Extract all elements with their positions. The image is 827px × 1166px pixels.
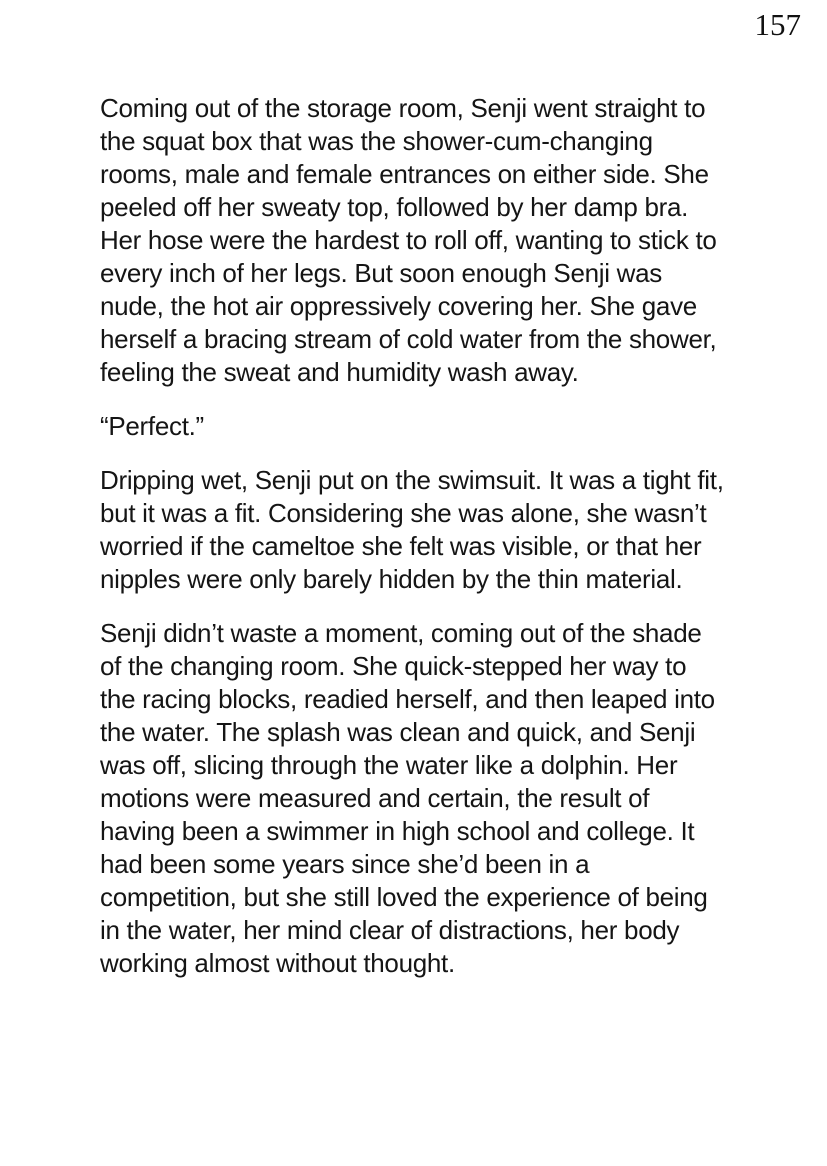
paragraph: “Perfect.” xyxy=(100,411,204,441)
page-number: 157 xyxy=(754,7,801,42)
text-content xyxy=(100,92,728,1001)
paragraph: Dripping wet, Senji put on the swimsuit. It was a tight fit, but it was a fit. Considering she was alone, she wasn’t worried if the cameltoe she felt was visible, or that her nipples were only barely hidden by the thin material. xyxy=(100,465,724,594)
paragraph: Coming out of the storage room, Senji went straight to the squat box that was the shower-cum-changing rooms, male and female entrances on either side. She peeled off her sweaty top, followed by her damp bra. Her hose were the hardest to roll off, wanting to stick to every inch of her legs. But soon enough Senji was nude, the hot air oppressively covering her. She gave herself a bracing stream of cold water from the shower, feeling the sweat and humidity wash away. xyxy=(100,93,717,387)
paragraph: Senji didn’t waste a moment, coming out of the shade of the changing room. She quick-stepped her way to the racing blocks, readied herself, and then leaped into the water. The splash was clean and quick, and Senji was off, slicing through the water like a dolphin. Her motions were measured and certain, the result of having been a swimmer in high school and college. It had been some years since she’d been in a competition, but she still loved the experience of being in the water, her mind clear of distractions, her body working almost without thought. xyxy=(100,618,715,978)
